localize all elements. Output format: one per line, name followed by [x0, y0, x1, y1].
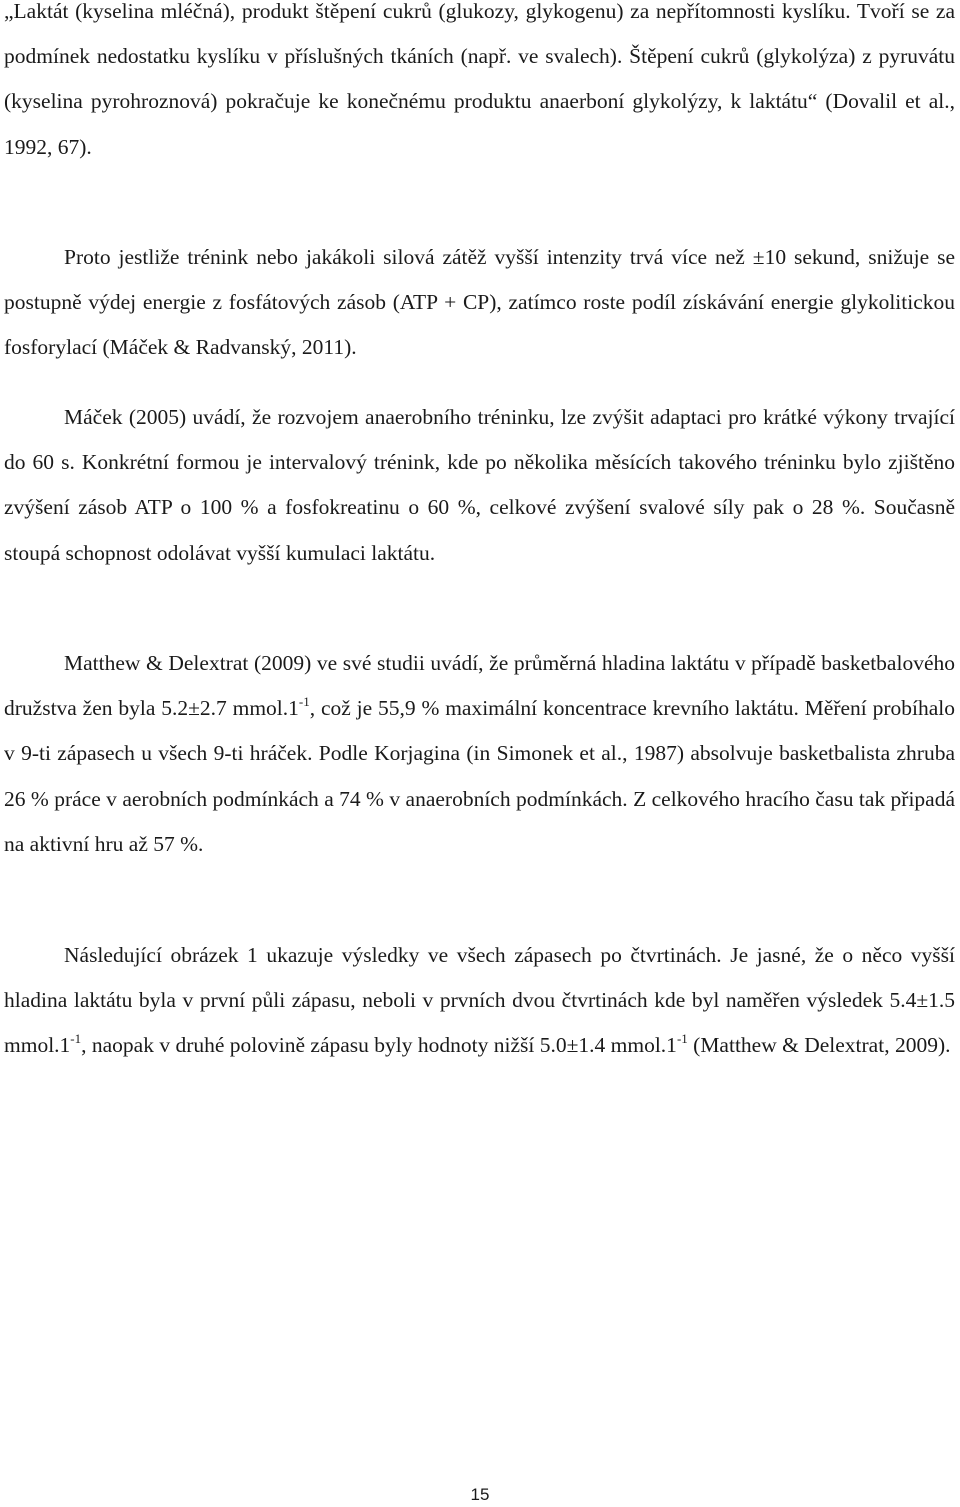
text-segment: , naopak v druhé polovině zápasu byly hodnoty nižší 5.0±1.4 mmol.1	[81, 1033, 677, 1058]
page-number: 15	[470, 1485, 490, 1504]
paragraph-training-intensity	[4, 235, 955, 371]
superscript: -1	[676, 1031, 688, 1047]
text-segment: (Matthew & Delextrat, 2009).	[687, 1033, 951, 1058]
paragraph-anaerobic-training	[4, 395, 955, 576]
paragraph-basketball-lactate	[4, 641, 955, 867]
superscript: -1	[70, 1031, 82, 1047]
text-segment: Proto jestliže trénink nebo jakákoli silová zátěž vyšší intenzity trvá více než ±10 sekund, snižuje se postupně výdej energie z fosfátových zásob (ATP + CP), zatímco roste podíl získávání energie glykolitickou fosforylací (Máček & Radvanský, 2011).	[4, 245, 955, 360]
text-segment: , což je 55,9 % maximální koncentrace krevního laktátu. Měření probíhalo v 9-ti zápasech u všech 9-ti hráček. Podle Korjagina (in Simonek et al., 1987) absolvuje basketbalista zhruba 26 % práce v aerobních podmínkách a 74 % v anaerobních podmínkách. Z celkového hracího času tak připadá na aktivní hru až 57 %.	[4, 696, 955, 856]
text-segment: Následující obrázek 1 ukazuje výsledky ve všech zápasech po čtvrtinách. Je jasné, že o něco vyšší hladina laktátu byla v první půli zápasu, neboli v prvních dvou čtvrtinách kde byl naměřen výsledek 5.4±1.5 mmol.1	[4, 943, 955, 1058]
superscript: -1	[298, 694, 310, 710]
text-segment: Matthew & Delextrat (2009) ve své studii uvádí, že průměrná hladina laktátu v případě basketbalového družstva žen byla 5.2±2.7 mmol.1	[4, 651, 955, 721]
text-segment: Máček (2005) uvádí, že rozvojem anaerobního tréninku, lze zvýšit adaptaci pro krátké výkony trvající do 60 s. Konkrétní formou je intervalový trénink, kde po několika měsících takového tréninku bylo zjištěno zvýšení zásob ATP o 100 % a fosfokreatinu o 60 %, celkové zvýšení svalové síly pak o 28 %. Současně stoupá schopnost odolávat vyšší kumulaci laktátu.	[4, 405, 955, 565]
text-segment: „Laktát (kyselina mléčná), produkt štěpení cukrů (glukozy, glykogenu) za nepřítomnosti kyslíku. Tvoří se za podmínek nedostatku kyslíku v příslušných tkáních (např. ve svalech). Štěpení cukrů (glykolýza) z pyruvátu (kyselina pyrohroznová) pokračuje ke konečnému produktu anaerboní glykolýzy, k laktátu“ (Dovalil et al., 1992, 67).	[4, 0, 955, 159]
paragraph-lactate-definition	[4, 0, 955, 170]
paragraph-quarter-results	[4, 933, 955, 1069]
